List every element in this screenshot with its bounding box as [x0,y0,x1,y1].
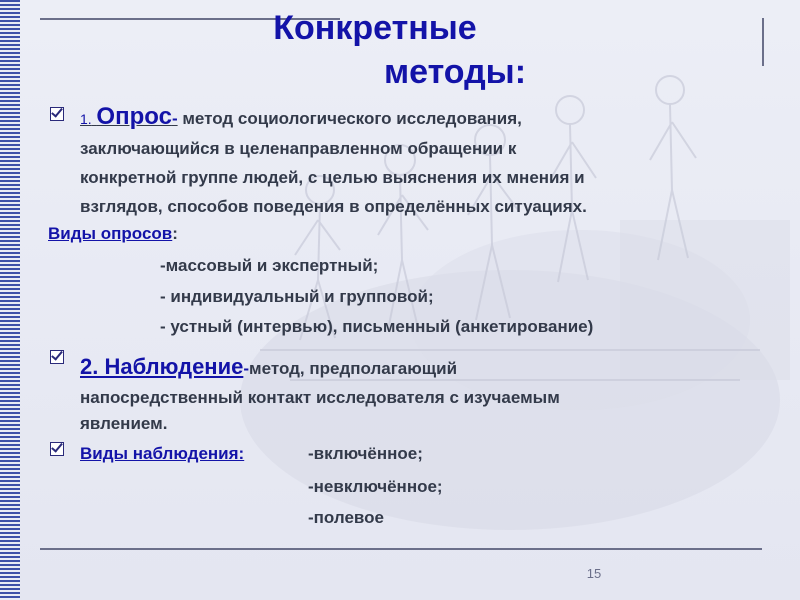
nablyudenie-line-2: напосредственный контакт исследователя с изучаемым [80,388,560,407]
opros-line-2: заключающийся в целенаправленном обращении к [80,139,517,158]
observation-type-item: -невключённое; [308,477,443,496]
background-figures-illustration [200,20,800,540]
nablyudenie-line-1: метод, предполагающий [249,359,458,378]
title-line-1: Конкретные [273,9,477,47]
survey-type-item: -массовый и экспертный; [160,256,379,275]
checkbox-icon [50,350,64,364]
nablyudenie-term: 2. Наблюдение [80,354,244,379]
checkbox-icon [50,442,64,456]
survey-type-item: - индивидуальный и групповой; [160,287,434,306]
item-opros [80,102,780,221]
observation-type-item: -полевое [308,508,384,527]
page-number: 15 [586,566,602,581]
frame-bottom-line [40,548,762,550]
nablyudenie-line-3: явлением. [80,414,168,433]
survey-type-item: - устный (интервью), письменный (анкетирование) [160,317,594,336]
slide-title [0,6,800,94]
survey-types-heading: Виды опросов: [48,224,178,243]
opros-line-3: конкретной группе людей, с целью выяснения их мнения и [80,168,585,187]
title-line-2: методы: [383,53,527,91]
observation-type-item: -включённое; [308,444,423,463]
opros-line-1: метод социологического исследования, [177,109,522,128]
checkbox-icon [50,107,64,121]
opros-line-4: взглядов, способов поведения в определённых ситуациях. [80,197,587,216]
observation-types-heading: Виды наблюдения: [80,444,245,463]
opros-term: 1. Опрос- [80,103,178,130]
item-nablyudenie: 2. Наблюдение-метод, предполагающий [80,354,458,379]
